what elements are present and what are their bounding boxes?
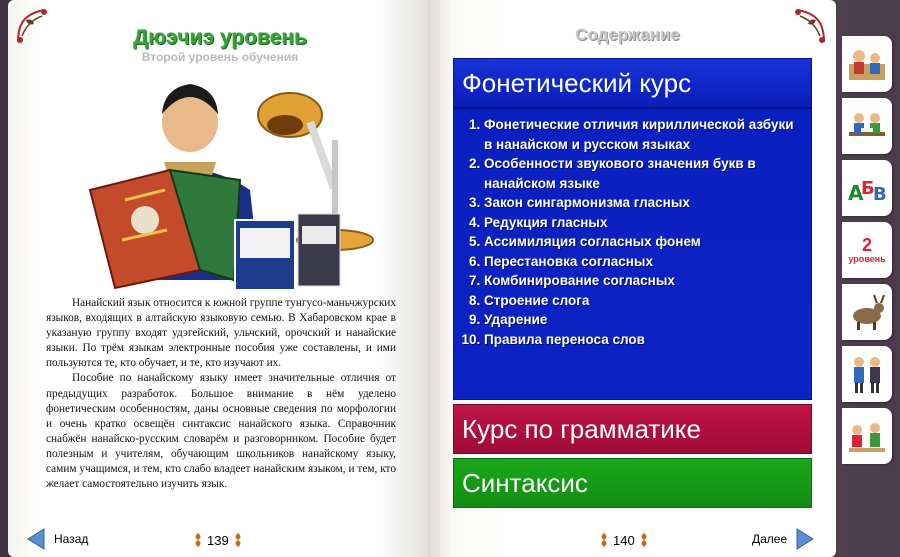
side-tabs bbox=[842, 36, 892, 470]
syntax-title: Синтаксис bbox=[462, 468, 588, 498]
page-ornament-icon bbox=[192, 532, 204, 548]
side-tab-alphabet[interactable] bbox=[842, 160, 892, 216]
topic-item[interactable]: 8. Строение слога bbox=[484, 291, 805, 311]
page-ornament-icon bbox=[598, 532, 610, 548]
family-picture-icon bbox=[845, 42, 889, 86]
topic-item[interactable]: 6. Перестановка согласных bbox=[484, 252, 805, 272]
topic-item[interactable]: 4. Редукция гласных bbox=[484, 213, 805, 233]
phonetic-topics-list bbox=[453, 108, 812, 400]
grammar-course-title: Курс по грамматике bbox=[462, 414, 701, 444]
syntax-link[interactable] bbox=[453, 458, 812, 508]
page-subtitle: Второй уровень обучения bbox=[141, 50, 299, 64]
arrow-left-icon bbox=[26, 528, 46, 550]
people-talking-picture-icon bbox=[845, 352, 889, 396]
back-label: Назад bbox=[54, 532, 89, 546]
alphabet-picture-icon bbox=[845, 166, 889, 210]
level-tab-number: 2 bbox=[861, 235, 872, 255]
page-ornament-icon bbox=[232, 532, 244, 548]
page-number-text: 139 bbox=[207, 532, 229, 548]
topic-item[interactable]: 1. Фонетические отличия кириллической азбуки в нанайском и русском языках bbox=[484, 115, 805, 154]
intro-paragraph-2: Пособие по нанайскому языку имеет значительные отличия от предыдущих разработок. Большое внимание в нём уделено фонетическим особенностям, даны основные сведения по морфологии и очень кратко освещён синтаксис нанайского языка. Справочник снабжён нанайско-русским словарём и разговорником. Пособие будет полезным и учителям, обучающим школьников нанайскому языку, самим учащимся, и тем, кто слабо владеет нанайским языком, и тем, кто желает самостоятельно изучить язык. bbox=[46, 372, 396, 491]
contents-title: Содержание bbox=[575, 25, 680, 44]
svg-text:В: В bbox=[873, 184, 887, 205]
page-number-right bbox=[598, 532, 650, 548]
topic-item[interactable]: 2. Особенности звукового значения букв в нанайском языке bbox=[484, 154, 805, 193]
phonetic-course-title: Фонетический курс bbox=[462, 68, 692, 98]
topic-item[interactable]: 9. Ударение bbox=[484, 310, 805, 330]
boy-reading-illustration bbox=[60, 80, 390, 290]
topic-item[interactable]: 5. Ассимиляция согласных фонем bbox=[484, 232, 805, 252]
page-ornament-icon bbox=[638, 532, 650, 548]
page-number-text: 140 bbox=[613, 532, 635, 548]
side-tab-classroom[interactable] bbox=[842, 98, 892, 154]
corner-ornament-icon bbox=[14, 6, 54, 46]
topic-item[interactable]: 3. Закон сингармонизма гласных bbox=[484, 193, 805, 213]
reindeer-picture-icon bbox=[845, 290, 889, 334]
page-title: Дюэчиэ уровень bbox=[133, 26, 307, 49]
level-2-icon bbox=[848, 236, 885, 264]
next-button[interactable] bbox=[752, 528, 815, 550]
topic-item[interactable]: 10. Правила переноса слов bbox=[484, 330, 805, 350]
grammar-course-link[interactable] bbox=[453, 404, 812, 454]
side-tab-people[interactable] bbox=[842, 346, 892, 402]
back-button[interactable] bbox=[26, 528, 88, 550]
side-tab-reindeer[interactable] bbox=[842, 284, 892, 340]
intro-text bbox=[46, 296, 396, 492]
svg-text:Б: Б bbox=[861, 178, 875, 199]
svg-text:А: А bbox=[848, 181, 864, 205]
level-tab-word: уровень bbox=[848, 254, 886, 264]
topic-item[interactable]: 7. Комбинирование согласных bbox=[484, 271, 805, 291]
side-tab-family[interactable] bbox=[842, 36, 892, 92]
side-tab-children[interactable] bbox=[842, 408, 892, 464]
arrow-right-icon bbox=[795, 528, 815, 550]
side-tab-level-2[interactable] bbox=[842, 222, 892, 278]
classroom-picture-icon bbox=[845, 104, 889, 148]
page-number-left bbox=[192, 532, 244, 548]
children-picture-icon bbox=[845, 414, 889, 458]
phonetic-course-link[interactable] bbox=[453, 58, 812, 108]
intro-paragraph-1: Нанайский язык относится к южной группе тунгусо-маньчжурских языков, входящих в алтайскую языковую семью. В Хабаровском крае в указаную группу входят удэгейский, ульчский, орочский и нанайские языки. По трём языкам электронные пособия уже составлены, и ими пользуются те, кто обучает, и те, кто изучают их. bbox=[46, 297, 396, 370]
next-label: Далее bbox=[752, 532, 788, 546]
corner-ornament-icon bbox=[788, 6, 828, 46]
